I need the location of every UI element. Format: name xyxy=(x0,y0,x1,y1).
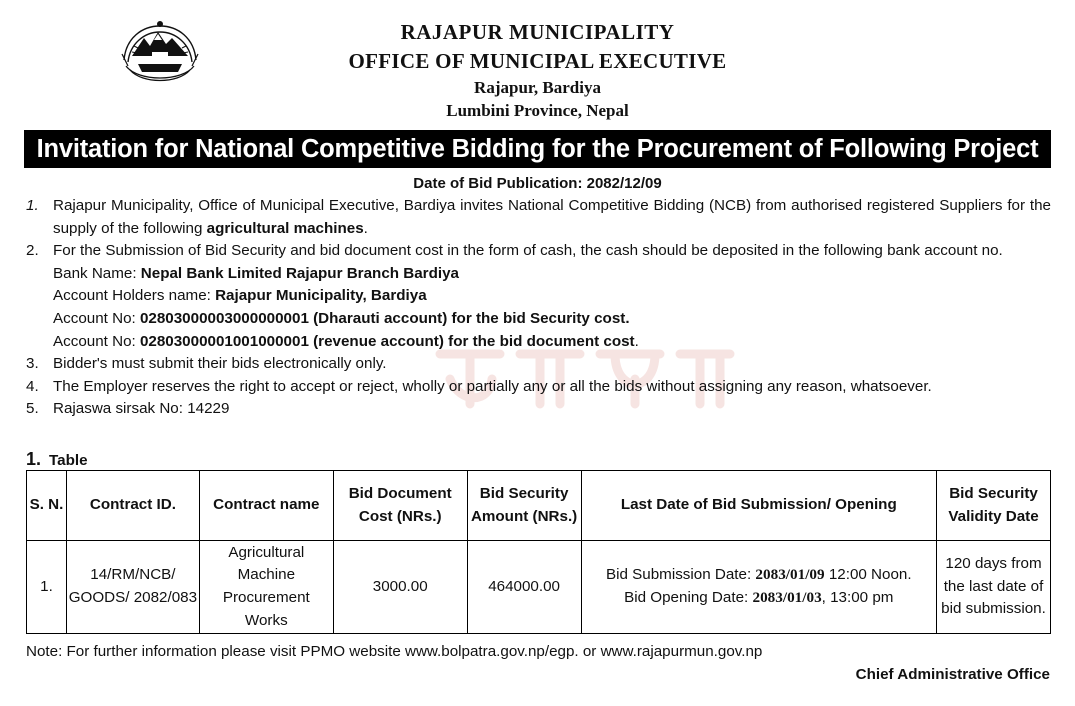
table-heading-label: Table xyxy=(49,452,88,469)
list-item xyxy=(26,240,1051,263)
opening-date-label: Bid Opening Date: xyxy=(624,589,753,606)
list-item-text: Rajaswa sirsak No: 14229 xyxy=(53,400,230,418)
column-header-validity: Bid Security Validity Date xyxy=(937,471,1051,541)
list-item-bold-text: agricultural machines xyxy=(206,219,364,237)
list-item xyxy=(26,195,1051,240)
notice-title-banner: Invitation for National Competitive Bidding for the Procurement of Following Project xyxy=(24,130,1051,168)
column-header-security-amount: Bid Security Amount (NRs.) xyxy=(467,471,581,541)
table-header-row xyxy=(27,471,1051,541)
opening-time: , 13:00 pm xyxy=(821,589,894,606)
submission-date-value: 2083/01/09 xyxy=(755,566,825,584)
footer-note: Note: For further information please visit PPMO website www.bolpatra.gov.np/egp. or www.rajapurmun.gov.np xyxy=(26,643,763,660)
bid-table xyxy=(26,470,1051,634)
opening-date-line xyxy=(582,587,936,610)
submission-date-label: Bid Submission Date: xyxy=(605,566,756,584)
revenue-account-tail: . xyxy=(634,332,639,350)
list-item-text: The Employer reserves the right to accept or reject, wholly or partially any or all the bids without assigning any reason, whatsoever. xyxy=(53,377,932,395)
submission-date-line xyxy=(582,564,936,587)
revenue-account-line xyxy=(26,331,1051,354)
list-item-text: Rajapur Municipality, Office of Municipal Executive, Bardiya invites National Competitive Bidding (NCB) from authorised registered Suppliers for the supply of the following xyxy=(53,197,1051,237)
list-item-text: Bidder's must submit their bids electronically only. xyxy=(53,355,387,373)
list-item-number: 3. xyxy=(26,355,39,373)
municipality-name: RAJAPUR MUNICIPALITY xyxy=(400,20,675,44)
list-item-text: For the Submission of Bid Security and bid document cost in the form of cash, the cash should be deposited in the following bank account no. xyxy=(53,242,1003,260)
list-item-tail: . xyxy=(363,219,368,237)
letterhead xyxy=(0,18,1075,122)
list-item-number: 1. xyxy=(26,197,39,214)
account-holder-line xyxy=(26,285,1051,308)
security-account-label: Account No: xyxy=(53,309,140,327)
publication-date xyxy=(0,173,1075,195)
cell-doc-cost: 3000.00 xyxy=(333,541,467,634)
column-header-last-date: Last Date of Bid Submission/ Opening xyxy=(581,471,936,541)
security-account-value: 02803000003000000001 (Dharauti account) for the bid Security cost. xyxy=(139,309,630,327)
cell-last-date xyxy=(581,541,936,634)
list-item xyxy=(26,353,1051,376)
list-item-number: 5. xyxy=(26,400,39,418)
submission-time: 12:00 Noon. xyxy=(824,566,912,584)
cell-contract-id: 14/RM/NCB/ GOODS/ 2082/083 xyxy=(66,541,199,634)
cell-security-amount: 464000.00 xyxy=(467,541,581,634)
bank-name-line xyxy=(26,263,1051,286)
bank-name-value: Nepal Bank Limited Rajapur Branch Bardiya xyxy=(140,264,459,282)
office-location: Rajapur, Bardiya xyxy=(474,78,601,97)
office-province: Lumbini Province, Nepal xyxy=(446,101,629,120)
account-holder-label: Account Holders name: xyxy=(53,287,216,305)
column-header-sn: S. N. xyxy=(27,471,67,541)
column-header-doc-cost: Bid Document Cost (NRs.) xyxy=(333,471,467,541)
revenue-account-value: 02803000001001000001 (revenue account) for the bid document cost xyxy=(139,332,635,350)
cell-contract-name: Agricultural Machine Procurement Works xyxy=(199,541,333,634)
list-item xyxy=(26,398,1051,421)
office-name: OFFICE OF MUNICIPAL EXECUTIVE xyxy=(348,49,727,73)
security-account-line xyxy=(26,308,1051,331)
table-heading-number: 1. xyxy=(26,449,42,469)
column-header-contract-name: Contract name xyxy=(199,471,333,541)
publication-date-value: 2082/12/09 xyxy=(586,175,662,192)
list-item-number: 4. xyxy=(26,377,39,395)
publication-date-label: Date of Bid Publication: xyxy=(413,175,583,192)
opening-date-value: 2083/01/03 xyxy=(752,589,822,606)
cell-validity: 120 days from the last date of bid submission. xyxy=(937,541,1051,634)
revenue-account-label: Account No: xyxy=(53,332,140,350)
bank-name-label: Bank Name: xyxy=(53,264,141,282)
list-item-number: 2. xyxy=(26,242,39,260)
account-holder-value: Rajapur Municipality, Bardiya xyxy=(215,287,427,305)
notice-body xyxy=(26,195,1051,421)
signature-office: Chief Administrative Office xyxy=(855,666,1050,683)
cell-sn: 1. xyxy=(27,541,67,634)
column-header-contract-id: Contract ID. xyxy=(66,471,199,541)
table-heading xyxy=(26,448,88,472)
list-item xyxy=(26,376,1051,399)
table-row xyxy=(27,541,1051,634)
